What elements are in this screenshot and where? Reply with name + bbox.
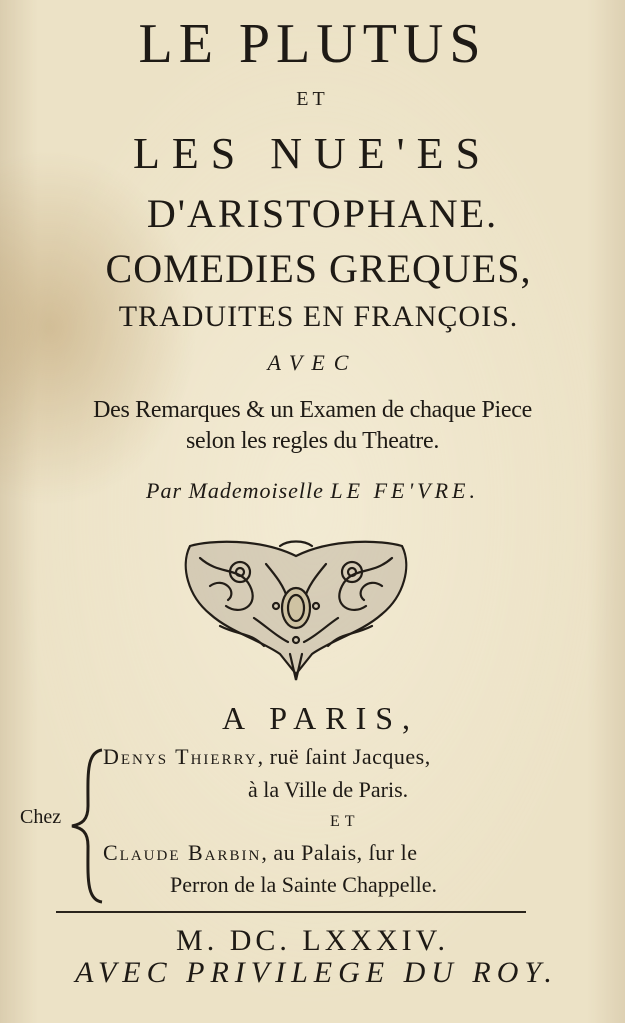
title-line-aristophane: D'ARISTOPHANE. bbox=[146, 191, 499, 236]
author-prefix: Par Mademoiselle bbox=[146, 478, 324, 503]
publisher-2-name: Claude Barbin bbox=[103, 840, 262, 865]
title-line-nuees: LES NUE'ES bbox=[133, 129, 492, 178]
imprint-chez: Chez bbox=[20, 806, 62, 828]
publisher-2-line-2: Perron de la Sainte Chappelle. bbox=[170, 872, 437, 897]
remarks-line-2: selon les regles du Theatre. bbox=[185, 428, 440, 454]
divider-rule bbox=[56, 911, 526, 913]
author-line bbox=[0, 478, 625, 504]
imprint-city: A PARIS, bbox=[221, 700, 420, 736]
title-line-comedies: COMEDIES GREQUES, bbox=[105, 246, 532, 291]
publisher-1-line-1 bbox=[103, 744, 431, 770]
publisher-1-line-2: à la Ville de Paris. bbox=[248, 777, 409, 802]
title-line-et: ET bbox=[296, 88, 329, 110]
publisher-2-address: , au Palais, ſur le bbox=[261, 840, 418, 865]
title-line-plutus: LE PLUTUS bbox=[138, 13, 487, 75]
brace-icon bbox=[68, 746, 106, 906]
publisher-1-name: Denys Thierry bbox=[103, 744, 258, 769]
title-line-traduites: TRADUITES EN FRANÇOIS. bbox=[118, 300, 519, 333]
privilege-line: AVEC PRIVILEGE DU ROY. bbox=[75, 956, 558, 989]
publication-date: M. DC. LXXXIV. bbox=[176, 924, 449, 957]
avec-label: AVEC bbox=[267, 350, 358, 375]
author-name: LE FE'VRE. bbox=[330, 478, 479, 503]
remarks-line-1: Des Remarques & un Examen de chaque Piece bbox=[93, 397, 532, 423]
printers-ornament-icon bbox=[180, 536, 412, 682]
imprint-et: ET bbox=[330, 813, 360, 830]
publisher-2-line-1 bbox=[103, 840, 417, 866]
publisher-1-address: , ruë ſaint Jacques, bbox=[257, 744, 431, 769]
